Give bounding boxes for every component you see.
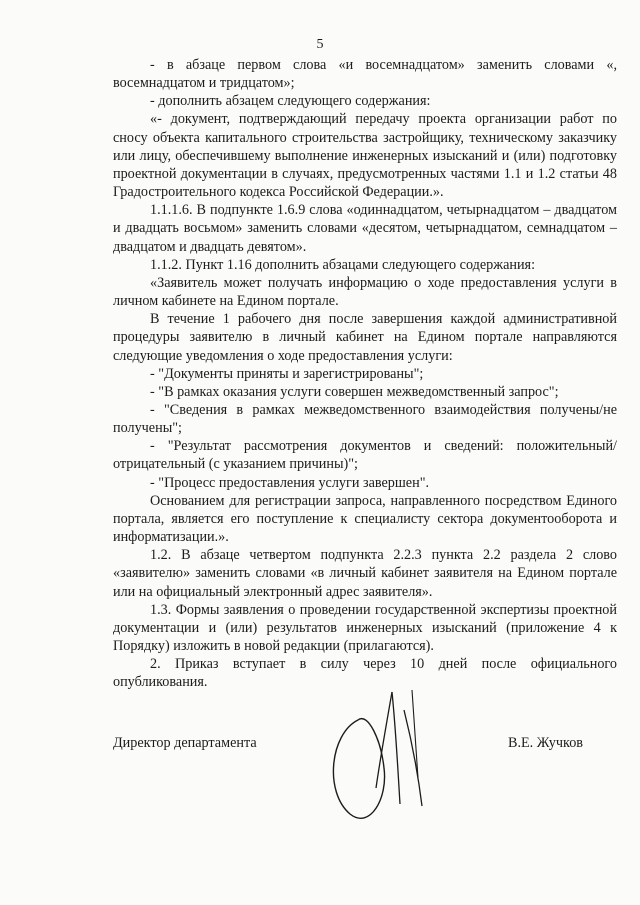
handwritten-signature: [318, 682, 438, 822]
signatory-name: В.Е. Жучков: [508, 735, 583, 751]
paragraph: «Заявитель может получать информацию о ходе предоставления услуги в личном кабинете на Едином портале.: [113, 274, 617, 310]
paragraph: 1.3. Формы заявления о проведении государственной экспертизы проектной документации и (или) результатов инженерных изысканий (приложение 4 к Порядку) изложить в новой редакции (прилагаются).: [113, 601, 617, 654]
paragraph: - дополнить абзацем следующего содержания:: [150, 93, 431, 110]
paragraph: 1.2. В абзаце четвертом подпункта 2.2.3 пункта 2.2 раздела 2 слово «заявителю» заменить словами «в личный кабинет заявителя на Едином портале или на официальный электронный адрес заявителя».: [113, 547, 617, 600]
paragraph: Основанием для регистрации запроса, направленного посредством Единого портала, является его поступление к специалисту сектора документооборота и информатизации.».: [113, 492, 617, 546]
paragraph: - "Процесс предоставления услуги завершен".: [150, 474, 430, 491]
paragraph: В течение 1 рабочего дня после завершения каждой административной процедуры заявителю в личный кабинет на Едином портале направляются следующие уведомления о ходе предоставления услуги:: [113, 311, 617, 364]
paragraph: 1.1.2. Пункт 1.16 дополнить абзацами следующего содержания:: [150, 256, 536, 273]
paragraph: - "Результат рассмотрения документов и сведений: положительный/отрицательный (с указанием причины)";: [113, 438, 617, 473]
paragraph: «- документ, подтверждающий передачу проекта организации работ по сносу объекта капитального строительства застройщику, техническому заказчику или лицу, обеспечившему выполнение инженерных изысканий и (или) подготовку проектной документации в случаях, предусмотренных частями 1.1 и 1.2 статьи 48 Градостроительного кодекса Российской Федерации.».: [113, 111, 617, 201]
paragraph: - "Сведения в рамках межведомственного взаимодействия получены/не получены";: [113, 401, 617, 437]
paragraph: - "Документы приняты и зарегистрированы";: [150, 365, 424, 382]
signatory-title: Директор департамента: [113, 735, 257, 751]
paragraph: - в абзаце первом слова «и восемнадцатом» заменить словами «, восемнадцатом и тридцатом»;: [113, 57, 617, 92]
paragraph: 2. Приказ вступает в силу через 10 дней после официального опубликования.: [113, 656, 617, 691]
page-number: 5: [316, 37, 324, 52]
document-body: [113, 56, 617, 691]
paragraph: 1.1.1.6. В подпункте 1.6.9 слова «одиннадцатом, четырнадцатом – двадцатом и двадцать восьмом» заменить словами «десятом, четырнадцатом, семнадцатом – двадцатом и двадцать девятом».: [113, 202, 617, 255]
paragraph: - "В рамках оказания услуги совершен межведомственный запрос";: [150, 383, 559, 400]
